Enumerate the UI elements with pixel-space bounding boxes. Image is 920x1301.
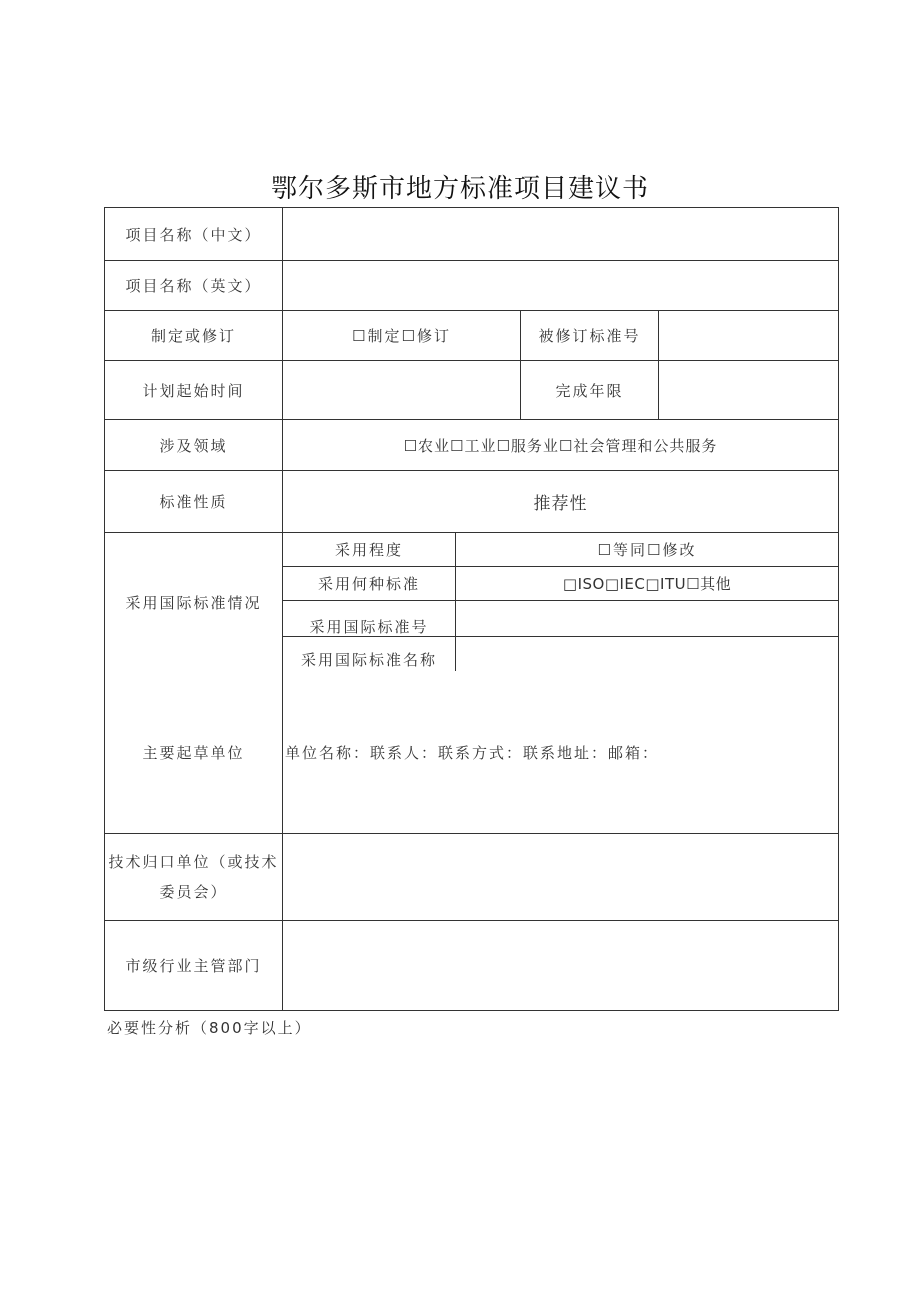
start-time-field[interactable] (283, 361, 520, 419)
name-cn-field[interactable] (283, 208, 838, 260)
tech-committee-label-line1: 技术归口单位（或技术 (108, 853, 279, 871)
intl-number-label: 采用国际标准号 (309, 618, 429, 636)
page-title: 鄂尔多斯市地方标准项目建议书 (270, 174, 649, 204)
intl-degree-options[interactable]: ☐等同☐修改 (597, 541, 697, 559)
tech-committee-label-line2: 委员会） (159, 883, 228, 901)
table-border-bottom (104, 1010, 839, 1011)
type-options[interactable]: ☐制定☐修订 (352, 327, 451, 345)
type-label: 制定或修订 (150, 327, 236, 345)
revised-standard-label: 被修订标准号 (538, 327, 641, 345)
intl-which-label: 采用何种标准 (317, 575, 420, 593)
intl-label: 采用国际标准情况 (125, 593, 262, 612)
table-border-right (838, 207, 839, 1011)
deadline-field[interactable] (659, 361, 838, 419)
intl-which-options[interactable]: □ISO□IEC□ITU☐其他 (562, 575, 732, 593)
drafter-field[interactable]: 单位名称：联系人：联系方式：联系地址：邮箱： (285, 744, 660, 762)
nature-value: 推荐性 (533, 494, 588, 514)
tech-committee-field[interactable] (283, 834, 838, 920)
name-cn-label: 项目名称（中文） (125, 225, 262, 244)
field-label: 涉及领域 (159, 436, 228, 455)
department-field[interactable] (283, 921, 838, 1010)
tech-committee-label (105, 834, 282, 920)
department-label: 市级行业主管部门 (125, 957, 262, 975)
intl-name-label: 采用国际标准名称 (300, 650, 437, 669)
intl-name-field[interactable] (456, 637, 838, 671)
name-en-label: 项目名称（英文） (125, 277, 262, 295)
nature-label: 标准性质 (159, 493, 228, 511)
name-en-field[interactable] (283, 261, 838, 310)
start-time-label: 计划起始时间 (142, 381, 245, 400)
intl-degree-label: 采用程度 (334, 541, 403, 559)
revised-standard-field[interactable] (659, 311, 838, 360)
deadline-label: 完成年限 (555, 381, 624, 400)
drafter-label: 主要起草单位 (142, 744, 245, 762)
intl-number-field[interactable] (456, 601, 838, 636)
necessity-analysis-note: 必要性分析（800字以上） (107, 1019, 312, 1037)
field-options[interactable]: ☐农业☐工业☐服务业☐社会管理和公共服务 (403, 436, 718, 455)
